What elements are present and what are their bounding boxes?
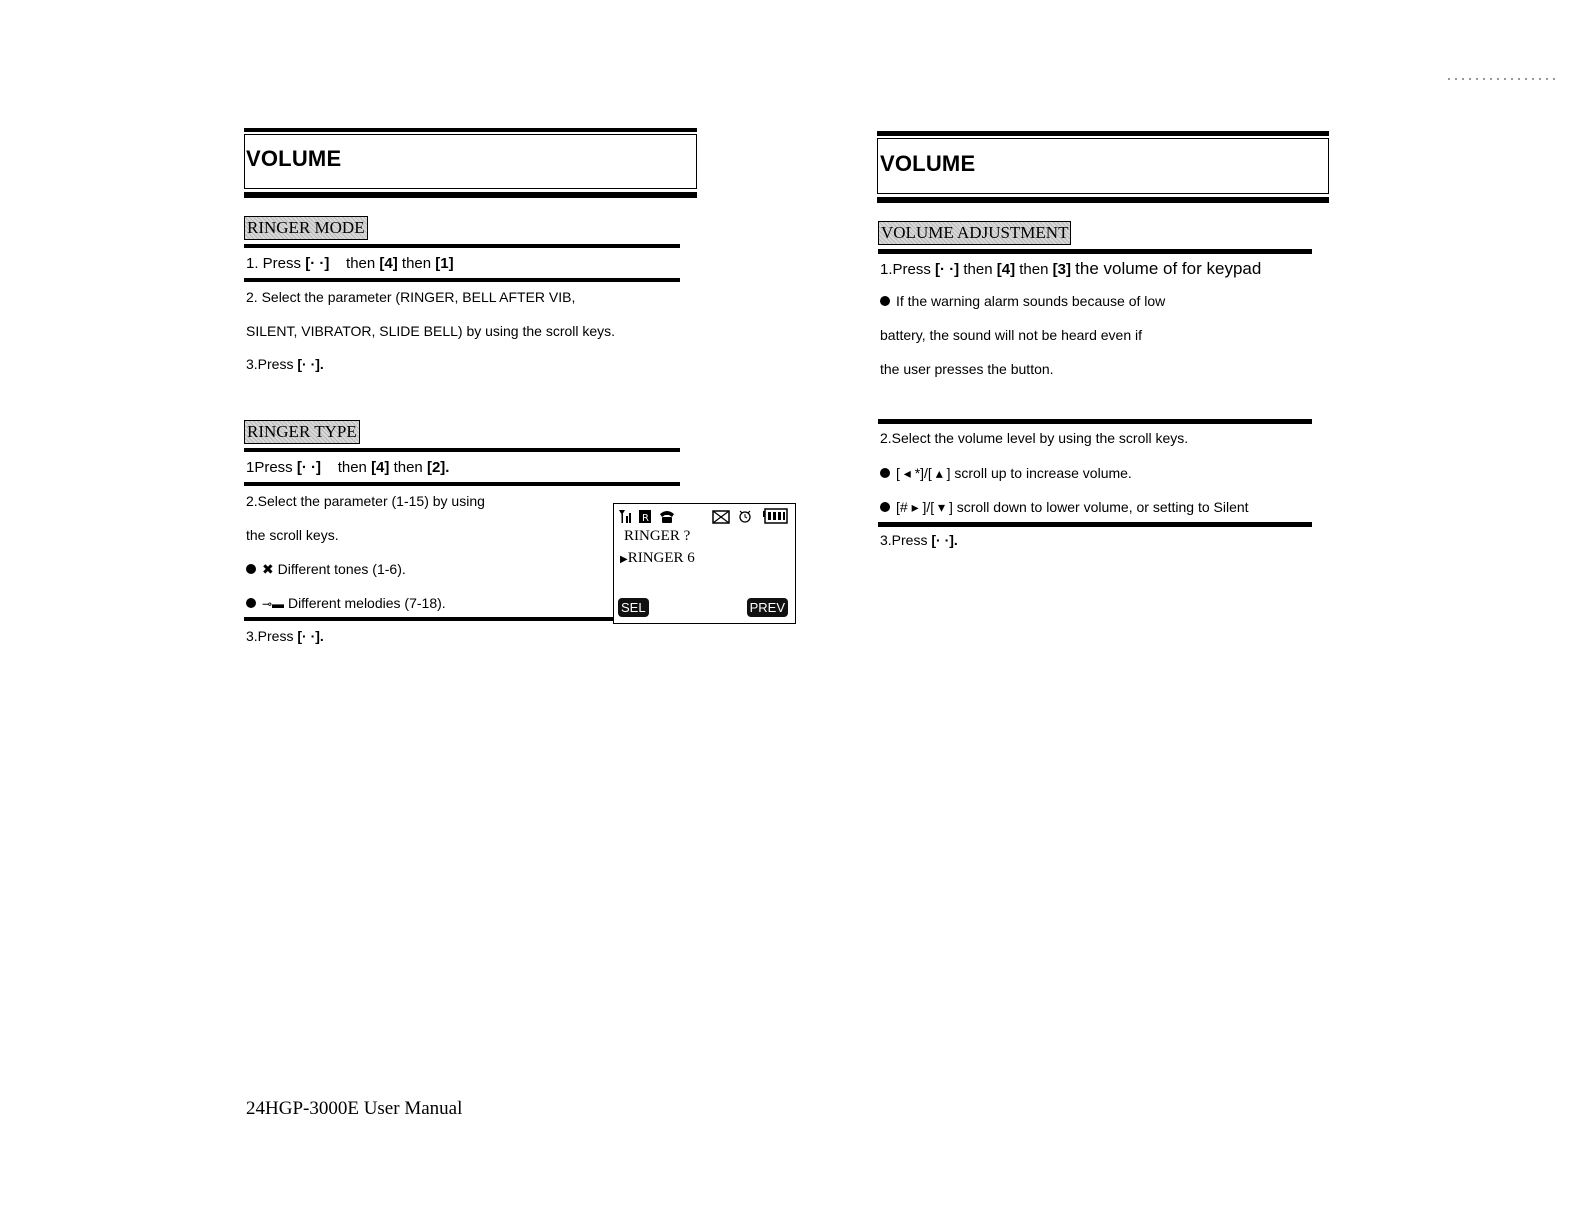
bullet-icon (880, 468, 890, 478)
softkey-select[interactable]: SEL (618, 598, 649, 617)
lcd-line-2 (620, 550, 695, 567)
phone-icon (660, 511, 674, 523)
key-label: [· ·]. (931, 532, 958, 548)
volume-adjustment-rule-3 (878, 522, 1312, 527)
ringer-type-step-2-line-2: the scroll keys. (246, 527, 339, 543)
lcd-status-icons (617, 507, 793, 525)
ringer-type-heading: RINGER TYPE (244, 420, 360, 444)
bullet-text: Different tones (1-6). (277, 561, 406, 577)
key-label: [· ·] (305, 255, 330, 272)
bullet-text: [# ▸ ]/[ ▾ ] scroll down to lower volume, or setting to Silent (896, 499, 1249, 515)
step-text: 1. Press (246, 255, 302, 272)
volume-bullet-up (880, 465, 1132, 482)
key-label: [· ·]. (297, 628, 324, 644)
svg-text:R: R (642, 513, 649, 524)
step-text: then (401, 255, 432, 272)
bullet-text: [ ◂ *]/[ ▴ ] scroll up to increase volume. (896, 465, 1132, 481)
bullet-icon (880, 502, 890, 512)
volume-adjustment-heading: VOLUME ADJUSTMENT (878, 221, 1071, 245)
ringer-type-step-3 (246, 628, 324, 644)
bullet-icon (880, 296, 890, 306)
lcd-line-1: RINGER ? (624, 528, 691, 544)
ringer-type-bullet-melodies (246, 595, 446, 611)
step-text: 1.Press (880, 261, 931, 278)
volume-note-line-2: battery, the sound will not be heard even if (880, 327, 1143, 343)
key-label: [2]. (426, 459, 450, 476)
battery-icon (763, 509, 787, 523)
ringer-mode-rule-1 (244, 244, 680, 248)
step-text: the volume of for keypad (1075, 259, 1262, 278)
key-label: [3] (1052, 261, 1071, 278)
step-text: 3.Press (246, 628, 294, 644)
alarm-icon (740, 511, 750, 522)
step-text: 1Press (246, 459, 293, 476)
roaming-icon (639, 510, 651, 524)
step-text: then (1019, 261, 1049, 278)
volume-note-line-1 (880, 293, 1165, 309)
ringer-mode-rule-2 (244, 278, 680, 282)
volume-adjustment-step-1 (880, 259, 1261, 279)
step-text: 3.Press (880, 532, 928, 548)
ringer-type-rule-2 (244, 482, 680, 486)
ringer-type-step-1 (246, 459, 449, 476)
bullet-icon (246, 564, 256, 574)
key-label: [1] (435, 255, 454, 272)
left-header-bottom-rule (244, 192, 697, 198)
ringer-mode-step-1 (246, 255, 454, 272)
volume-adjustment-step-2: 2.Select the volume level by using the scroll keys. (880, 430, 1189, 446)
scan-noise (1448, 78, 1558, 80)
step-text: 3.Press (246, 356, 294, 372)
left-header-top-rule (244, 128, 697, 132)
message-icon (713, 511, 729, 523)
ringer-mode-step-3 (246, 356, 324, 372)
key-label: [· ·] (935, 261, 960, 278)
step-text: then (337, 459, 367, 476)
bullet-text: Different melodies (7-18). (287, 595, 446, 611)
ringer-type-bullet-tones (246, 561, 406, 578)
ringer-mode-step-2-line-1: 2. Select the parameter (RINGER, BELL AFTER VIB, (246, 289, 576, 305)
key-label: [4] (996, 261, 1016, 278)
signal-icon (619, 510, 631, 523)
volume-adjustment-rule-1 (878, 249, 1312, 254)
key-label: [· ·]. (297, 356, 324, 372)
ringer-mode-heading: RINGER MODE (244, 216, 368, 240)
softkey-previous[interactable]: PREV (747, 598, 788, 617)
right-header-bottom-rule (877, 197, 1329, 203)
selection-arrow-icon: ▶ (620, 554, 628, 565)
left-page-title: VOLUME (246, 146, 342, 171)
cross-icon: ✖ (262, 561, 274, 577)
note-text: If the warning alarm sounds because of low (896, 293, 1166, 309)
volume-bullet-down (880, 499, 1249, 516)
phone-lcd-display (613, 503, 796, 624)
step-text: then (393, 459, 423, 476)
step-text: then (346, 255, 376, 272)
volume-adjustment-rule-2 (878, 419, 1312, 424)
volume-adjustment-step-3 (880, 532, 958, 548)
ringer-type-rule-1 (244, 448, 680, 452)
key-label: [· ·] (296, 459, 322, 476)
right-header-top-rule (877, 131, 1329, 136)
ringer-type-step-2-line-1: 2.Select the parameter (1-15) by using (246, 493, 485, 509)
ringer-mode-step-2-line-2: SILENT, VIBRATOR, SLIDE BELL) by using the scroll keys. (246, 323, 616, 339)
key-label: [4] (371, 459, 390, 476)
melody-icon: ⊸▬ (262, 597, 285, 611)
page-footer: 24HGP-3000E User Manual (246, 1098, 463, 1119)
key-label: [4] (379, 255, 398, 272)
step-text: then (963, 261, 993, 278)
volume-note-line-3: the user presses the button. (880, 361, 1054, 377)
right-page-title: VOLUME (880, 151, 976, 176)
bullet-icon (246, 598, 256, 608)
lcd-line-2-text: RINGER 6 (627, 550, 695, 566)
